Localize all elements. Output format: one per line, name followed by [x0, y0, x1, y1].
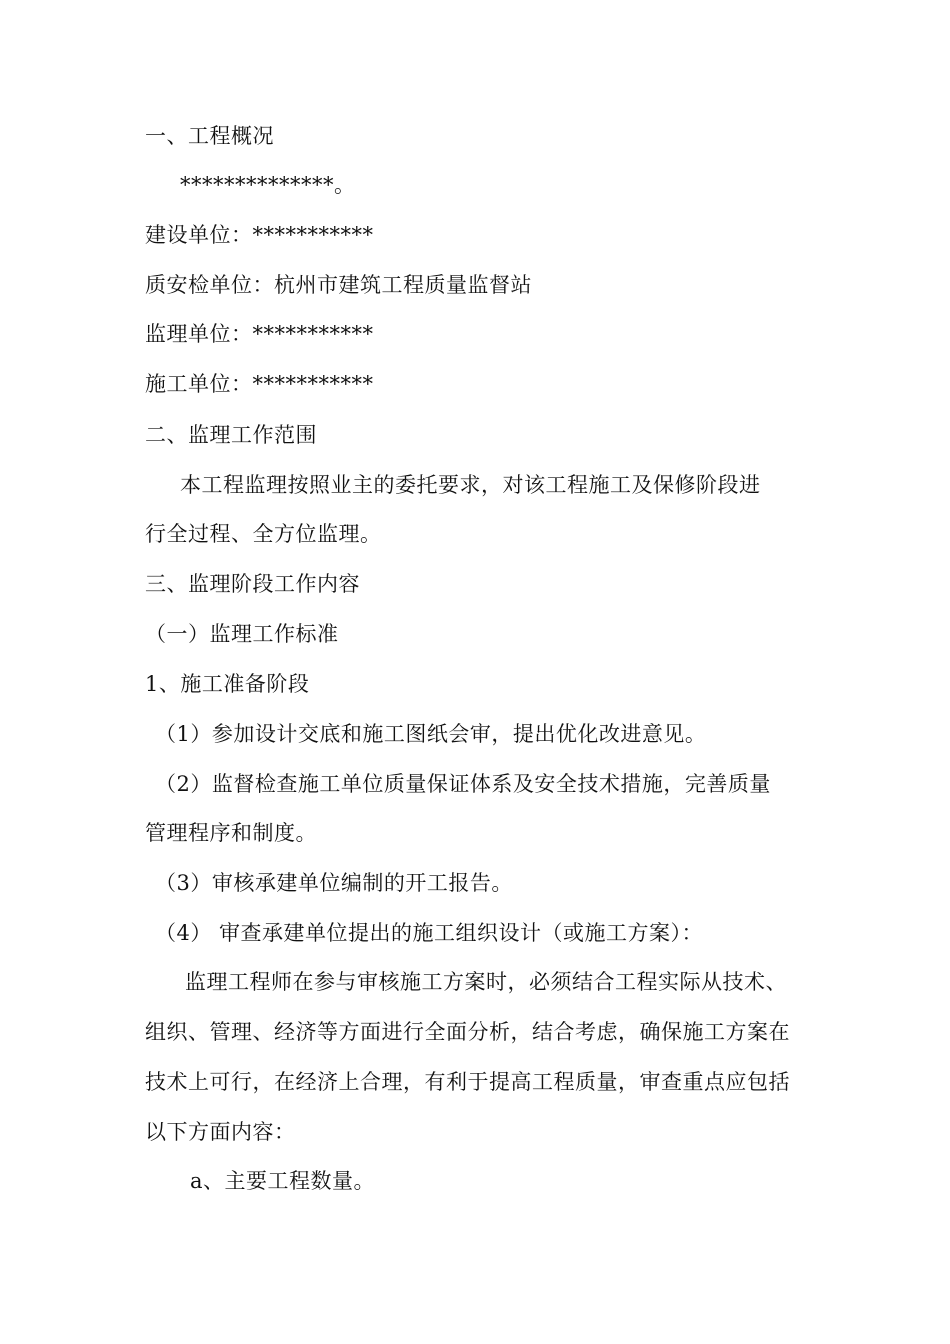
review-paragraph-line-1: 监理工程师在参与审核施工方案时，必须结合工程实际从技术、 [185, 970, 787, 994]
review-paragraph-line-3: 技术上可行，在经济上合理，有利于提高工程质量，审查重点应包括 [145, 1070, 790, 1094]
list-item-3: （3）审核承建单位编制的开工报告。 [155, 871, 513, 895]
review-paragraph-line-4: 以下方面内容： [145, 1120, 296, 1144]
supervision-unit: 监理单位：*********** [145, 322, 374, 346]
construction-unit: 建设单位：*********** [145, 223, 374, 247]
quality-safety-unit: 质安检单位：杭州市建筑工程质量监督站 [145, 273, 532, 297]
scope-paragraph-line-1: 本工程监理按照业主的委托要求，对该工程施工及保修阶段进 [180, 473, 761, 497]
review-paragraph-line-2: 组织、管理、经济等方面进行全面分析，结合考虑，确保施工方案在 [145, 1020, 790, 1044]
list-item-4: （4） 审查承建单位提出的施工组织设计（或施工方案）： [155, 921, 704, 945]
item-heading-preparation: 1、施工准备阶段 [145, 672, 310, 696]
section-heading-overview: 一、工程概况 [145, 124, 274, 148]
list-item-1: （1）参加设计交底和施工图纸会审，提出优化改进意见。 [155, 722, 707, 746]
sub-item-a: a、主要工程数量。 [190, 1169, 376, 1193]
contractor-unit: 施工单位：*********** [145, 372, 374, 396]
project-description: **************。 [180, 173, 356, 197]
section-heading-work-content: 三、监理阶段工作内容 [145, 572, 360, 596]
list-item-2-line-1: （2）监督检查施工单位质量保证体系及安全技术措施，完善质量 [155, 772, 771, 796]
section-heading-scope: 二、监理工作范围 [145, 423, 317, 447]
subsection-heading-standards: （一）监理工作标准 [145, 622, 339, 646]
scope-paragraph-line-2: 行全过程、全方位监理。 [145, 522, 382, 546]
list-item-2-line-2: 管理程序和制度。 [145, 821, 317, 845]
